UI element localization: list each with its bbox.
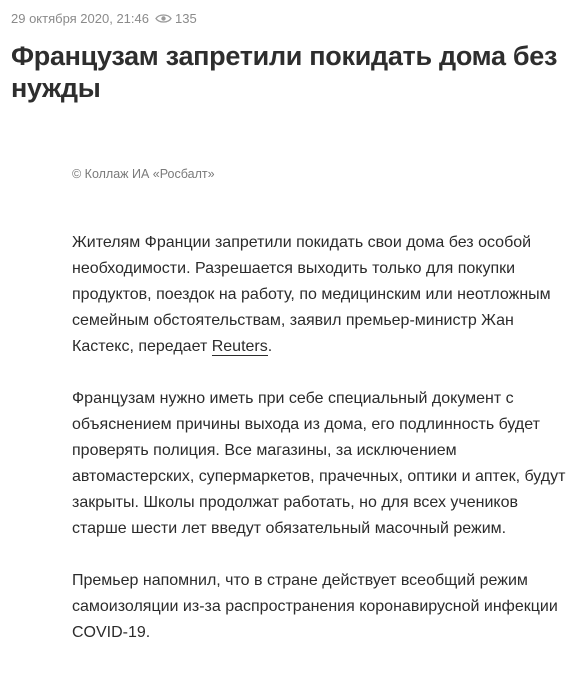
article-meta — [11, 9, 197, 27]
article-headline: Французам запретили покидать дома без нужды — [11, 41, 558, 103]
photo-caption: © Коллаж ИА «Росбалт» — [72, 167, 215, 181]
article-paragraph-2: Французам нужно иметь при себе специальный документ с объяснением причины выхода из дома, его подлинность будет проверять полиция. Все магазины, за исключением автомастерских, супермаркетов, прачечных, оптики и аптек, будут закрыты. Школы продолжат работать, но для всех учеников старше шести лет введут обязательный масочный режим. — [72, 390, 566, 537]
paragraph-1-text: Жителям Франции запретили покидать свои дома без особой необходимости. Разрешается выходить только для покупки продуктов, поездок на работу, по медицинским или неотложным семейным обстоятельствам, заявил премьер-министр Жан Кастекс, передает — [72, 234, 551, 355]
view-count: 135 — [175, 10, 197, 26]
paragraph-1-end: . — [267, 338, 273, 355]
publish-date: 29 октября 2020, 21:46 — [11, 10, 149, 26]
eye-icon — [155, 13, 172, 24]
view-counter — [155, 11, 197, 26]
reuters-link[interactable]: Reuters — [211, 338, 268, 355]
article-paragraph-3: Премьер напомнил, что в стране действует всеобщий режим самоизоляции из-за распространения коронавирусной инфекции COVID-19. — [72, 572, 558, 641]
article-paragraph-1 — [72, 230, 572, 360]
article-body — [72, 230, 572, 672]
